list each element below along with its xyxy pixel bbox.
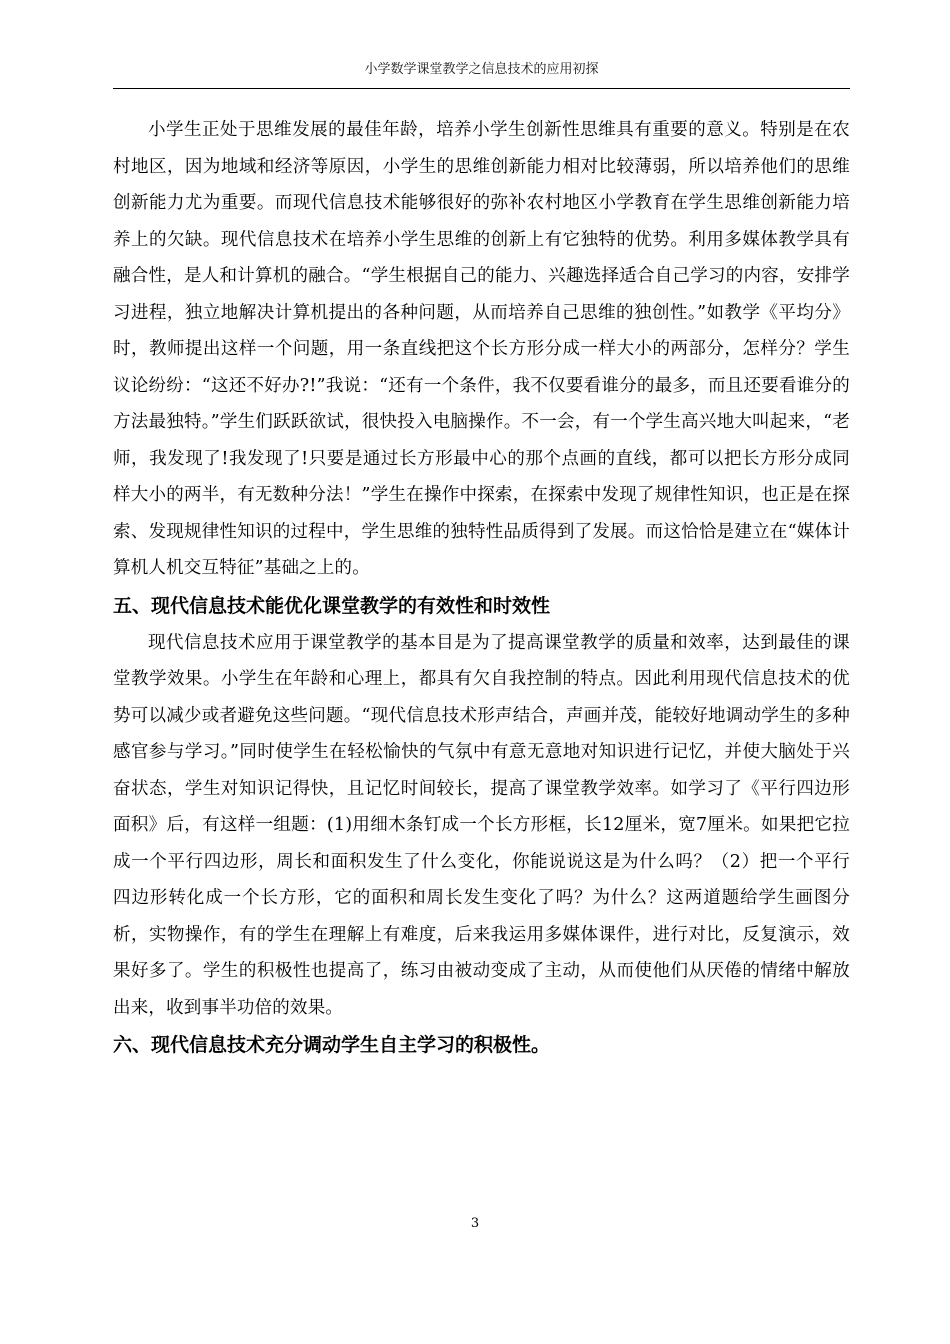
paragraph-classroom-efficiency: 现代信息技术应用于课堂教学的基本目是为了提高课堂教学的质量和效率，达到最佳的课堂教学效果。小学生在年龄和心理上，都具有欠自我控制的特点。因此利用现代信息技术的优势可以减少或者避免这些问题。“现代信息技术形声结合，声画并茂，能较好地调动学生的多种感官参与学习。”同时使学生在轻松愉快的气氛中有意无意地对知识进行记忆，并使大脑处于兴奋状态，学生对知识记得快，且记忆时间较长，提高了课堂教学效率。如学习了《平行四边形面积》后，有这样一组题：(1)用细木条钉成一个长方形框，长12厘米，宽7厘米。如果把它拉成一个平行四边形，周长和面积发生了什么变化，你能说说这是为什么吗？（2）把一个平行四边形转化成一个长方形，它的面积和周长发生变化了吗？为什么？这两道题给学生画图分析，实物操作，有的学生在理解上有难度，后来我运用多媒体课件，进行对比，反复演示，效果好多了。学生的积极性也提高了，练习由被动变成了主动，从而使他们从厌倦的情绪中解放出来，收到事半功倍的效果。 (113, 632, 850, 1018)
section-heading-5: 五、现代信息技术能优化课堂教学的有效性和时效性 (113, 594, 551, 617)
page-number: 3 (470, 1216, 480, 1231)
paragraph-innovative-thinking: 小学生正处于思维发展的最佳年龄，培养小学生创新性思维具有重要的意义。特别是在农村地区，因为地域和经济等原因，小学生的思维创新能力相对比较薄弱，所以培养他们的思维创新能力尤为重要。而现代信息技术能够很好的弥补农村地区小学教育在学生思维创新能力培养上的欠缺。现代信息技术在培养小学生思维的创新上有它独特的优势。利用多媒体教学具有融合性，是人和计算机的融合。“学生根据自己的能力、兴趣选择适合自己学习的内容，安排学习进程，独立地解决计算机提出的各种问题，从而培养自己思维的独创性。”如教学《平均分》时，教师提出这样一个问题，用一条直线把这个长方形分成一样大小的两部分，怎样分？学生议论纷纷：“这还不好办?!”我说：“还有一个条件，我不仅要看谁分的最多，而且还要看谁分的方法最独特。”学生们跃跃欲试，很快投入电脑操作。不一会，有一个学生高兴地大叫起来，“老师，我发现了!我发现了!只要是通过长方形最中心的那个点画的直线，都可以把长方形分成同样大小的两半，有无数种分法！”学生在操作中探索，在探索中发现了规律性知识，也正是在探索、发现规律性知识的过程中，学生思维的独特性品质得到了发展。而这恰恰是建立在“媒体计算机人机交互特征”基础之上的。 (113, 120, 850, 578)
header-divider (113, 88, 850, 89)
section-heading-6: 六、现代信息技术充分调动学生自主学习的积极性。 (113, 1034, 551, 1056)
document-body (113, 112, 850, 1064)
page-header-title: 小学数学课堂教学之信息技术的应用初探 (364, 62, 599, 77)
